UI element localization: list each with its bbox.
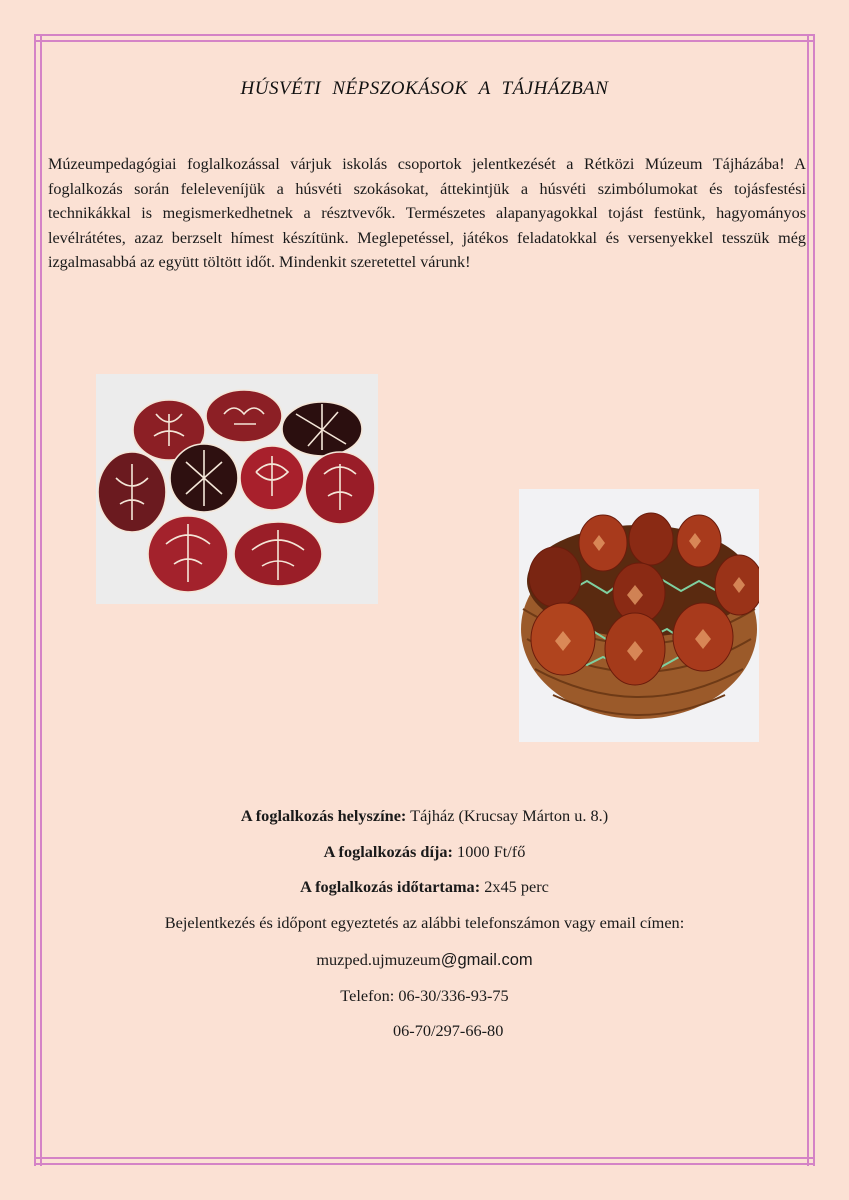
border-top-outer xyxy=(34,34,815,36)
intro-paragraph: Múzeumpedagógiai foglalkozással várjuk iskolás csoportok jelentkezését a Rétközi Múzeum Tájházába! A foglalkozás során feleleveníjük a húsvéti szokásokat, áttekintjük a húsvéti szimbólumokat és tojásfestési technikákkal is megismerkedhetnek a résztvevők. Természetes alapanyagokkal tojást festünk, hagyományos levélrátétes, azaz berzselt hímest készítünk. Meglepetéssel, játékos feladatokkal és versenyekkel tesszük még izgalmasabbá az együtt töltött időt. Mindenkit szeretettel várunk! xyxy=(48,155,806,272)
border-top-inner xyxy=(34,40,815,42)
duration-label: A foglalkozás időtartama: xyxy=(300,877,481,896)
decorated-eggs-photo xyxy=(96,374,378,604)
email-line[interactable] xyxy=(0,950,849,970)
page-title: HÚSVÉTI NÉPSZOKÁSOK A TÁJHÁZBAN xyxy=(240,78,609,99)
egg-basket-photo xyxy=(519,489,759,742)
fee-value: 1000 Ft/fő xyxy=(452,842,526,861)
phone-line-1: Telefon: 06-30/336-93-75 xyxy=(340,986,509,1005)
phone-line-2: 06-70/297-66-80 xyxy=(393,1021,504,1040)
location-line xyxy=(0,806,849,826)
border-bottom-outer xyxy=(34,1163,815,1165)
duration-value: 2x45 perc xyxy=(480,877,549,896)
location-label: A foglalkozás helyszíne: xyxy=(240,806,407,825)
fee-label: A foglalkozás díja: xyxy=(323,842,453,861)
fee-line xyxy=(0,842,849,862)
border-bottom-inner xyxy=(34,1157,815,1159)
email-user: muzped.ujmuzeum xyxy=(316,950,441,969)
contact-note: Bejelentkezés és időpont egyeztetés az alábbi telefonszámon vagy email címen: xyxy=(164,913,685,932)
location-value: Tájház (Krucsay Márton u. 8.) xyxy=(406,806,609,825)
email-domain: @gmail.com xyxy=(440,951,533,969)
duration-line xyxy=(0,877,849,897)
